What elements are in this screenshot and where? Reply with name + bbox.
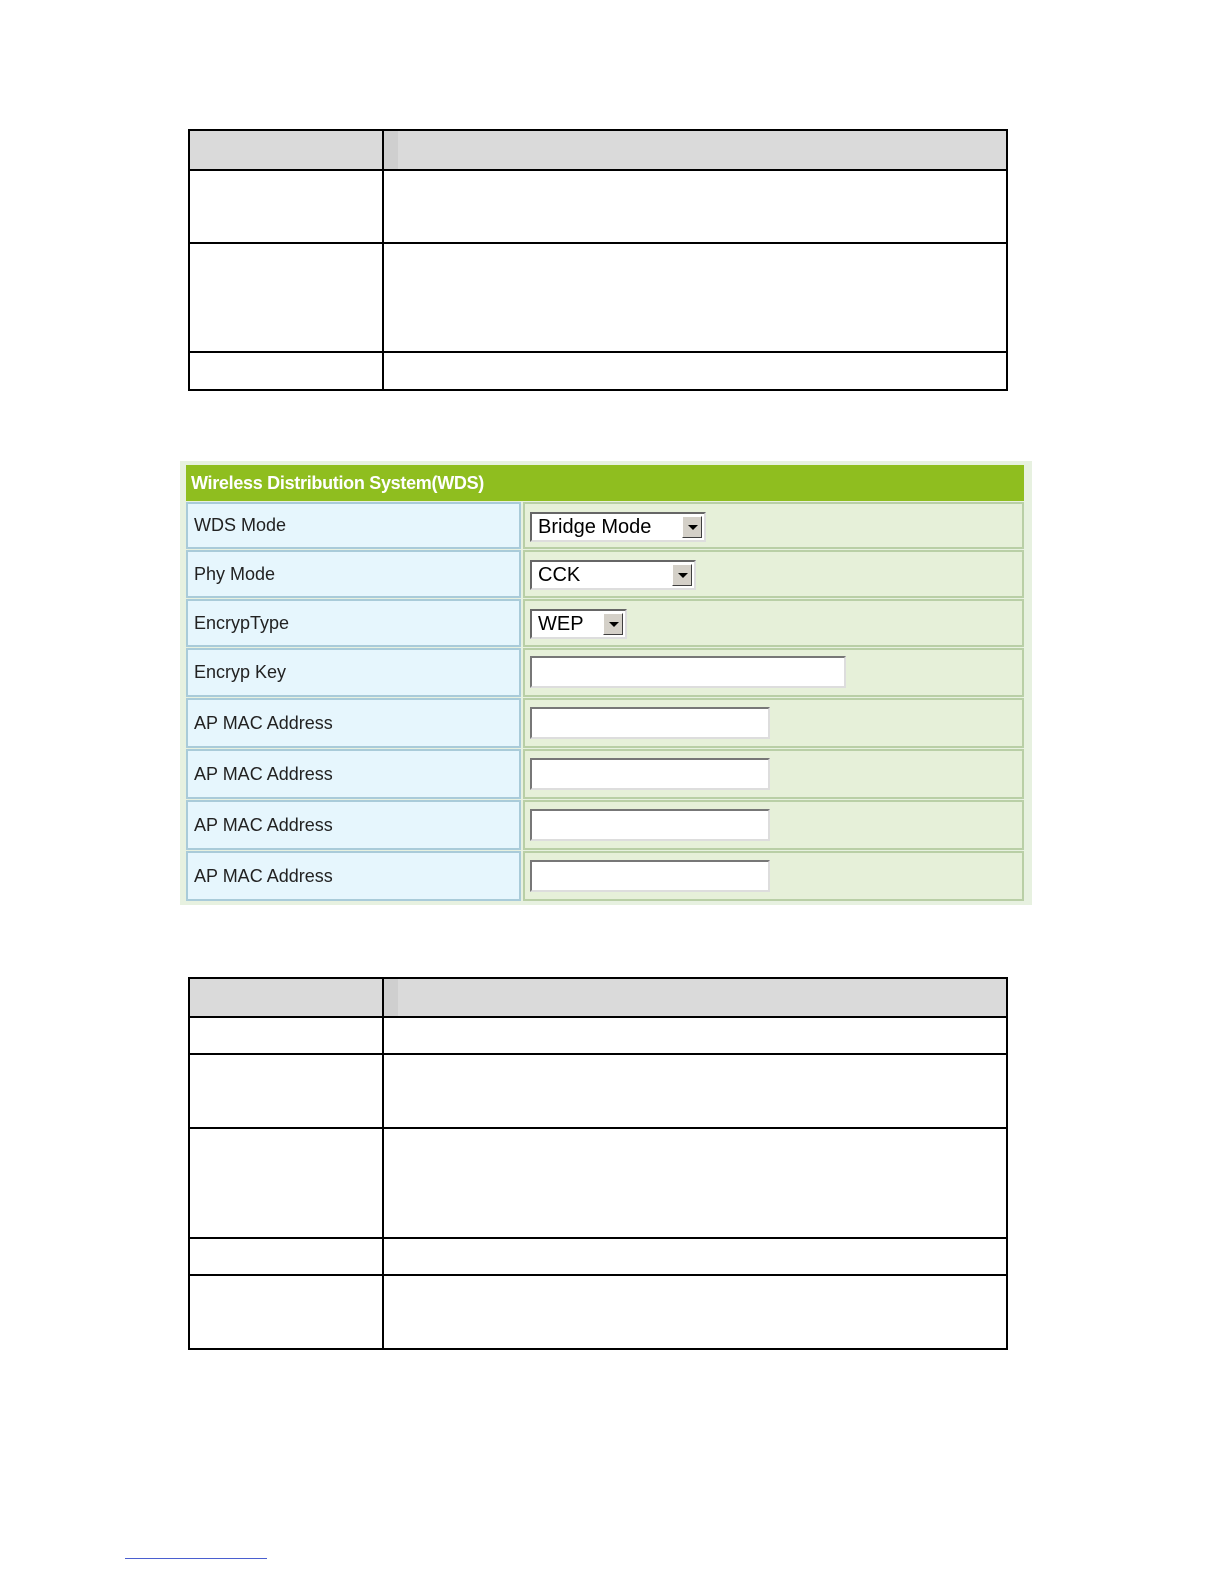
table-header-cell (189, 978, 383, 1017)
table-header-cell (189, 130, 383, 170)
panel-title: Wireless Distribution System(WDS) (186, 465, 1024, 501)
encryp-type-select[interactable] (530, 609, 627, 639)
ap-mac-address-input[interactable] (530, 809, 770, 841)
encryp-key-input[interactable] (530, 656, 846, 688)
encryp-type-label: EncrypType (186, 599, 521, 647)
ap-mac-address-label: AP MAC Address (186, 800, 521, 850)
ap-mac-address-input[interactable] (530, 860, 770, 892)
ap-mac-address-input[interactable] (530, 707, 770, 739)
encryp-type-selected-value: WEP (538, 613, 584, 635)
wds-settings-panel (180, 461, 1032, 905)
table-cell (383, 352, 1007, 390)
ap-mac-address-label: AP MAC Address (186, 851, 521, 901)
encryp-type-row (186, 599, 1024, 647)
footnote-separator (125, 1558, 267, 1559)
table-row (189, 243, 1007, 352)
phy-mode-cell (523, 550, 1024, 598)
table-row (189, 352, 1007, 390)
wds-mode-cell (523, 502, 1024, 549)
table-row (189, 1128, 1007, 1238)
ap-mac-address-row (186, 800, 1024, 850)
phy-mode-row (186, 550, 1024, 598)
wds-mode-selected-value: Bridge Mode (538, 516, 652, 538)
table-cell (189, 1238, 383, 1275)
ap-mac-address-input[interactable] (530, 758, 770, 790)
encryp-key-label: Encryp Key (186, 648, 521, 697)
table-cell (383, 1054, 1007, 1128)
table-cell (189, 1054, 383, 1128)
table-cell (189, 243, 383, 352)
wds-mode-select[interactable] (530, 512, 706, 542)
chevron-down-icon[interactable] (603, 613, 623, 635)
table-cell (383, 243, 1007, 352)
ap-mac-address-cell (523, 800, 1024, 850)
table-cell (189, 1275, 383, 1349)
table-cell (383, 1238, 1007, 1275)
table-cell (383, 1128, 1007, 1238)
wds-mode-row (186, 502, 1024, 549)
ap-mac-address-row (186, 851, 1024, 901)
table-cell (383, 170, 1007, 243)
ap-mac-address-label: AP MAC Address (186, 749, 521, 799)
phy-mode-selected-value: CCK (538, 564, 581, 586)
table-row (189, 170, 1007, 243)
table-header-cell (383, 978, 1007, 1017)
chevron-down-icon[interactable] (672, 564, 692, 586)
table-header-row (189, 130, 1007, 170)
table-header-row (189, 978, 1007, 1017)
ap-mac-address-cell (523, 698, 1024, 748)
table-row (189, 1275, 1007, 1349)
table-cell (189, 1128, 383, 1238)
top-description-table (188, 129, 1008, 391)
ap-mac-address-row (186, 749, 1024, 799)
ap-mac-address-label: AP MAC Address (186, 698, 521, 748)
phy-mode-select[interactable] (530, 560, 696, 590)
table-cell (189, 1017, 383, 1054)
bottom-description-table (188, 977, 1008, 1350)
table-row (189, 1238, 1007, 1275)
table-row (189, 1054, 1007, 1128)
ap-mac-address-cell (523, 749, 1024, 799)
table-header-cell (383, 130, 1007, 170)
wds-mode-label: WDS Mode (186, 502, 521, 549)
table-cell (383, 1275, 1007, 1349)
table-row (189, 1017, 1007, 1054)
phy-mode-label: Phy Mode (186, 550, 521, 598)
encryp-key-cell (523, 648, 1024, 697)
encryp-key-row (186, 648, 1024, 697)
encryp-type-cell (523, 599, 1024, 647)
table-cell (189, 352, 383, 390)
chevron-down-icon[interactable] (682, 516, 702, 538)
table-cell (189, 170, 383, 243)
table-cell (383, 1017, 1007, 1054)
ap-mac-address-row (186, 698, 1024, 748)
ap-mac-address-cell (523, 851, 1024, 901)
